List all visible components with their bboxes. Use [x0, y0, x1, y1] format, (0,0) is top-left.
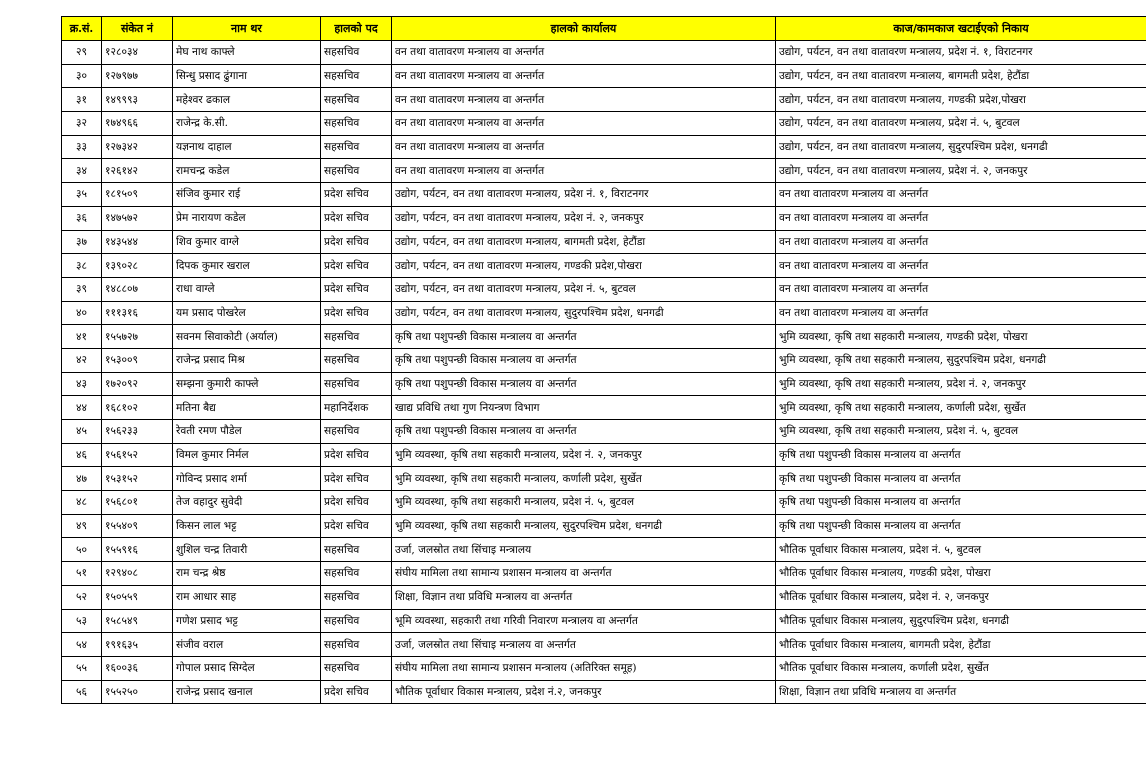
code-cell: १५३१५२ — [102, 467, 173, 491]
post-cell: सहसचिव — [321, 112, 392, 136]
assigned-cell: कृषि तथा पशुपन्छी विकास मन्त्रालय वा अन्तर्गत — [776, 491, 1146, 515]
name-cell: रेवती रमण पौडेल — [173, 420, 321, 444]
office-cell: भूमि व्यवस्था, सहकारी तथा गरिवी निवारण मन्त्रालय वा अन्तर्गत — [392, 609, 776, 633]
post-cell: सहसचिव — [321, 41, 392, 65]
header-assigned: काज/कामकाज खटाईएको निकाय — [776, 17, 1146, 41]
name-cell: प्रेम नारायण कडेल — [173, 206, 321, 230]
table-row — [62, 538, 1146, 562]
assigned-cell: शिक्षा, विज्ञान तथा प्रविधि मन्त्रालय वा अन्तर्गत — [776, 680, 1146, 704]
name-cell: महेश्वर ढकाल — [173, 88, 321, 112]
code-cell: १४८८०७ — [102, 277, 173, 301]
code-cell: १३९०२८ — [102, 254, 173, 278]
serial-cell: ४९ — [62, 514, 102, 538]
serial-cell: ४१ — [62, 325, 102, 349]
serial-cell: ५५ — [62, 656, 102, 680]
table-row — [62, 372, 1146, 396]
post-cell: सहसचिव — [321, 538, 392, 562]
name-cell: गोविन्द प्रसाद शर्मा — [173, 467, 321, 491]
post-cell: प्रदेश सचिव — [321, 443, 392, 467]
assigned-cell: भौतिक पूर्वाधार विकास मन्त्रालय, सुदुरपश्चिम प्रदेश, धनगढी — [776, 609, 1146, 633]
table-row — [62, 159, 1146, 183]
table-row — [62, 301, 1146, 325]
code-cell: १५६१५२ — [102, 443, 173, 467]
name-cell: संजीव वराल — [173, 633, 321, 657]
table-row — [62, 467, 1146, 491]
office-cell: कृषि तथा पशुपन्छी विकास मन्त्रालय वा अन्तर्गत — [392, 372, 776, 396]
post-cell: प्रदेश सचिव — [321, 514, 392, 538]
name-cell: राधा वाग्ले — [173, 277, 321, 301]
assigned-cell: उद्योग, पर्यटन, वन तथा वातावरण मन्त्रालय, गण्डकी प्रदेश,पोखरा — [776, 88, 1146, 112]
table-row — [62, 183, 1146, 207]
code-cell: १५०५५९ — [102, 585, 173, 609]
assigned-cell: उद्योग, पर्यटन, वन तथा वातावरण मन्त्रालय, बागमती प्रदेश, हेटौंडा — [776, 64, 1146, 88]
name-cell: तेज वहादुर सुवेदी — [173, 491, 321, 515]
name-cell: गोपाल प्रसाद सिग्देल — [173, 656, 321, 680]
code-cell: १८१५०९ — [102, 183, 173, 207]
post-cell: सहसचिव — [321, 420, 392, 444]
serial-cell: ४३ — [62, 372, 102, 396]
office-cell: खाद्य प्रविधि तथा गुण नियन्त्रण विभाग — [392, 396, 776, 420]
post-cell: सहसचिव — [321, 159, 392, 183]
serial-cell: ४० — [62, 301, 102, 325]
code-cell: १५८५४९ — [102, 609, 173, 633]
office-cell: उद्योग, पर्यटन, वन तथा वातावरण मन्त्रालय, बागमती प्रदेश, हेटौंडा — [392, 230, 776, 254]
code-cell: १२६१४२ — [102, 159, 173, 183]
table-row — [62, 112, 1146, 136]
post-cell: प्रदेश सचिव — [321, 301, 392, 325]
office-cell: भुमि व्यवस्था, कृषि तथा सहकारी मन्त्रालय, प्रदेश नं. ५, बुटवल — [392, 491, 776, 515]
code-cell: १४७५७२ — [102, 206, 173, 230]
post-cell: सहसचिव — [321, 633, 392, 657]
office-cell: वन तथा वातावरण मन्त्रालय वा अन्तर्गत — [392, 64, 776, 88]
office-cell: वन तथा वातावरण मन्त्रालय वा अन्तर्गत — [392, 159, 776, 183]
assigned-cell: उद्योग, पर्यटन, वन तथा वातावरण मन्त्रालय, प्रदेश नं. ५, बुटवल — [776, 112, 1146, 136]
serial-cell: ३१ — [62, 88, 102, 112]
transfer-table-container — [61, 16, 1146, 704]
post-cell: सहसचिव — [321, 609, 392, 633]
code-cell: १७४९६६ — [102, 112, 173, 136]
code-cell: १२७३४२ — [102, 135, 173, 159]
assigned-cell: वन तथा वातावरण मन्त्रालय वा अन्तर्गत — [776, 206, 1146, 230]
post-cell: सहसचिव — [321, 325, 392, 349]
post-cell: सहसचिव — [321, 656, 392, 680]
assigned-cell: उद्योग, पर्यटन, वन तथा वातावरण मन्त्रालय, प्रदेश नं. २, जनकपुर — [776, 159, 1146, 183]
assigned-cell: भौतिक पूर्वाधार विकास मन्त्रालय, प्रदेश नं. २, जनकपुर — [776, 585, 1146, 609]
header-name: नाम थर — [173, 17, 321, 41]
table-row — [62, 88, 1146, 112]
post-cell: प्रदेश सचिव — [321, 183, 392, 207]
serial-cell: ३७ — [62, 230, 102, 254]
office-cell: वन तथा वातावरण मन्त्रालय वा अन्तर्गत — [392, 88, 776, 112]
name-cell: गणेश प्रसाद भट्ट — [173, 609, 321, 633]
name-cell: संजिव कुमार राई — [173, 183, 321, 207]
code-cell: १५६८०१ — [102, 491, 173, 515]
serial-cell: ५३ — [62, 609, 102, 633]
name-cell: यज्ञनाथ दाहाल — [173, 135, 321, 159]
office-cell: कृषि तथा पशुपन्छी विकास मन्त्रालय वा अन्तर्गत — [392, 420, 776, 444]
assigned-cell: कृषि तथा पशुपन्छी विकास मन्त्रालय वा अन्तर्गत — [776, 467, 1146, 491]
assigned-cell: वन तथा वातावरण मन्त्रालय वा अन्तर्गत — [776, 183, 1146, 207]
serial-cell: ४२ — [62, 348, 102, 372]
assigned-cell: कृषि तथा पशुपन्छी विकास मन्त्रालय वा अन्तर्गत — [776, 514, 1146, 538]
name-cell: सम्झना कुमारी काफ्ले — [173, 372, 321, 396]
office-cell: भौतिक पूर्वाधार विकास मन्त्रालय, प्रदेश नं.२, जनकपुर — [392, 680, 776, 704]
office-cell: शिक्षा, विज्ञान तथा प्रविधि मन्त्रालय वा अन्तर्गत — [392, 585, 776, 609]
office-cell: कृषि तथा पशुपन्छी विकास मन्त्रालय वा अन्तर्गत — [392, 348, 776, 372]
table-row — [62, 420, 1146, 444]
code-cell: १६८१०२ — [102, 396, 173, 420]
assigned-cell: वन तथा वातावरण मन्त्रालय वा अन्तर्गत — [776, 277, 1146, 301]
code-cell: १४९९९३ — [102, 88, 173, 112]
code-cell: १४३५४४ — [102, 230, 173, 254]
post-cell: सहसचिव — [321, 88, 392, 112]
post-cell: सहसचिव — [321, 562, 392, 586]
office-cell: वन तथा वातावरण मन्त्रालय वा अन्तर्गत — [392, 112, 776, 136]
serial-cell: ५१ — [62, 562, 102, 586]
serial-cell: ३४ — [62, 159, 102, 183]
table-row — [62, 135, 1146, 159]
table-row — [62, 348, 1146, 372]
serial-cell: ३५ — [62, 183, 102, 207]
post-cell: प्रदेश सचिव — [321, 491, 392, 515]
assigned-cell: भुमि व्यवस्था, कृषि तथा सहकारी मन्त्रालय, प्रदेश नं. २, जनकपुर — [776, 372, 1146, 396]
office-cell: संघीय मामिला तथा सामान्य प्रशासन मन्त्रालय (अतिरिक्त समूह) — [392, 656, 776, 680]
serial-cell: ३९ — [62, 277, 102, 301]
assigned-cell: भौतिक पूर्वाधार विकास मन्त्रालय, प्रदेश नं. ५, बुटवल — [776, 538, 1146, 562]
code-cell: १११३१६ — [102, 301, 173, 325]
name-cell: शिव कुमार वाग्ले — [173, 230, 321, 254]
table-row — [62, 633, 1146, 657]
office-cell: उर्जा, जलस्रोत तथा सिंचाइ मन्त्रालय वा अन्तर्गत — [392, 633, 776, 657]
post-cell: सहसचिव — [321, 64, 392, 88]
table-row — [62, 41, 1146, 65]
header-code: संकेत नं — [102, 17, 173, 41]
name-cell: दिपक कुमार खराल — [173, 254, 321, 278]
name-cell: यम प्रसाद पोखरेल — [173, 301, 321, 325]
table-row — [62, 396, 1146, 420]
code-cell: १५३००९ — [102, 348, 173, 372]
name-cell: राम चन्द्र श्रेष्ठ — [173, 562, 321, 586]
table-row — [62, 206, 1146, 230]
header-post: हालको पद — [321, 17, 392, 41]
serial-cell: ५६ — [62, 680, 102, 704]
post-cell: प्रदेश सचिव — [321, 254, 392, 278]
code-cell: १२८०३४ — [102, 41, 173, 65]
table-row — [62, 585, 1146, 609]
name-cell: किसन लाल भट्ट — [173, 514, 321, 538]
post-cell: सहसचिव — [321, 348, 392, 372]
name-cell: सवनम सिवाकोटी (अर्याल) — [173, 325, 321, 349]
post-cell: सहसचिव — [321, 585, 392, 609]
serial-cell: ४५ — [62, 420, 102, 444]
table-row — [62, 325, 1146, 349]
assigned-cell: वन तथा वातावरण मन्त्रालय वा अन्तर्गत — [776, 230, 1146, 254]
serial-cell: ४७ — [62, 467, 102, 491]
table-row — [62, 64, 1146, 88]
name-cell: राजेन्द्र प्रसाद मिश्र — [173, 348, 321, 372]
code-cell: १६००३६ — [102, 656, 173, 680]
table-row — [62, 514, 1146, 538]
post-cell: प्रदेश सचिव — [321, 230, 392, 254]
serial-cell: ३२ — [62, 112, 102, 136]
serial-cell: ३८ — [62, 254, 102, 278]
office-cell: उद्योग, पर्यटन, वन तथा वातावरण मन्त्रालय, सुदुरपश्चिम प्रदेश, धनगढी — [392, 301, 776, 325]
header-serial: क्र.सं. — [62, 17, 102, 41]
code-cell: १५५७२७ — [102, 325, 173, 349]
office-cell: वन तथा वातावरण मन्त्रालय वा अन्तर्गत — [392, 41, 776, 65]
office-cell: कृषि तथा पशुपन्छी विकास मन्त्रालय वा अन्तर्गत — [392, 325, 776, 349]
post-cell: सहसचिव — [321, 135, 392, 159]
table-row — [62, 443, 1146, 467]
office-cell: उद्योग, पर्यटन, वन तथा वातावरण मन्त्रालय, प्रदेश नं. १, विराटनगर — [392, 183, 776, 207]
assigned-cell: उद्योग, पर्यटन, वन तथा वातावरण मन्त्रालय, सुदुरपश्चिम प्रदेश, धनगढी — [776, 135, 1146, 159]
table-row — [62, 254, 1146, 278]
assigned-cell: भुमि व्यवस्था, कृषि तथा सहकारी मन्त्रालय, गण्डकी प्रदेश, पोखरा — [776, 325, 1146, 349]
serial-cell: २९ — [62, 41, 102, 65]
assigned-cell: भौतिक पूर्वाधार विकास मन्त्रालय, बागमती प्रदेश, हेटौंडा — [776, 633, 1146, 657]
post-cell: महानिर्देशक — [321, 396, 392, 420]
table-row — [62, 491, 1146, 515]
table-row — [62, 230, 1146, 254]
name-cell: राम आधार साह — [173, 585, 321, 609]
office-cell: संघीय मामिला तथा सामान्य प्रशासन मन्त्रालय वा अन्तर्गत — [392, 562, 776, 586]
name-cell: विमल कुमार निर्मल — [173, 443, 321, 467]
code-cell: १७२०९२ — [102, 372, 173, 396]
assigned-cell: भुमि व्यवस्था, कृषि तथा सहकारी मन्त्रालय, सुदुरपश्चिम प्रदेश, धनगढी — [776, 348, 1146, 372]
office-cell: उद्योग, पर्यटन, वन तथा वातावरण मन्त्रालय, प्रदेश नं. ५, बुटवल — [392, 277, 776, 301]
code-cell: १५५९१६ — [102, 538, 173, 562]
office-cell: वन तथा वातावरण मन्त्रालय वा अन्तर्गत — [392, 135, 776, 159]
serial-cell: ४६ — [62, 443, 102, 467]
serial-cell: ५२ — [62, 585, 102, 609]
assigned-cell: कृषि तथा पशुपन्छी विकास मन्त्रालय वा अन्तर्गत — [776, 443, 1146, 467]
serial-cell: ५४ — [62, 633, 102, 657]
serial-cell: ५० — [62, 538, 102, 562]
table-header-row — [62, 17, 1146, 41]
name-cell: मेघ नाथ काफ्ले — [173, 41, 321, 65]
code-cell: १९१६३५ — [102, 633, 173, 657]
post-cell: सहसचिव — [321, 372, 392, 396]
code-cell: १२७९७७ — [102, 64, 173, 88]
name-cell: राजेन्द्र के.सी. — [173, 112, 321, 136]
office-cell: भुमि व्यवस्था, कृषि तथा सहकारी मन्त्रालय, प्रदेश नं. २, जनकपुर — [392, 443, 776, 467]
name-cell: सिन्धु प्रसाद ढुंगाना — [173, 64, 321, 88]
assigned-cell: भौतिक पूर्वाधार विकास मन्त्रालय, गण्डकी प्रदेश, पोखरा — [776, 562, 1146, 586]
assigned-cell: भुमि व्यवस्था, कृषि तथा सहकारी मन्त्रालय, कर्णाली प्रदेश, सुर्खेत — [776, 396, 1146, 420]
table-row — [62, 562, 1146, 586]
office-cell: भुमि व्यवस्था, कृषि तथा सहकारी मन्त्रालय, सुदुरपश्चिम प्रदेश, धनगढी — [392, 514, 776, 538]
table-row — [62, 680, 1146, 704]
post-cell: प्रदेश सचिव — [321, 277, 392, 301]
table-row — [62, 277, 1146, 301]
office-cell: उर्जा, जलस्रोत तथा सिंचाइ मन्त्रालय — [392, 538, 776, 562]
header-office: हालको कार्यालय — [392, 17, 776, 41]
post-cell: प्रदेश सचिव — [321, 467, 392, 491]
code-cell: १५५२५० — [102, 680, 173, 704]
transfer-table — [61, 16, 1146, 704]
post-cell: प्रदेश सचिव — [321, 206, 392, 230]
serial-cell: ३३ — [62, 135, 102, 159]
office-cell: उद्योग, पर्यटन, वन तथा वातावरण मन्त्रालय, गण्डकी प्रदेश,पोखरा — [392, 254, 776, 278]
serial-cell: ४४ — [62, 396, 102, 420]
serial-cell: ३६ — [62, 206, 102, 230]
post-cell: प्रदेश सचिव — [321, 680, 392, 704]
code-cell: १२९४०८ — [102, 562, 173, 586]
office-cell: भुमि व्यवस्था, कृषि तथा सहकारी मन्त्रालय, कर्णाली प्रदेश, सुर्खेत — [392, 467, 776, 491]
serial-cell: ४८ — [62, 491, 102, 515]
serial-cell: ३० — [62, 64, 102, 88]
assigned-cell: भुमि व्यवस्था, कृषि तथा सहकारी मन्त्रालय, प्रदेश नं. ५, बुटवल — [776, 420, 1146, 444]
assigned-cell: भौतिक पूर्वाधार विकास मन्त्रालय, कर्णाली प्रदेश, सुर्खेत — [776, 656, 1146, 680]
code-cell: १५५४०९ — [102, 514, 173, 538]
office-cell: उद्योग, पर्यटन, वन तथा वातावरण मन्त्रालय, प्रदेश नं. २, जनकपुर — [392, 206, 776, 230]
name-cell: शुशिल चन्द्र तिवारी — [173, 538, 321, 562]
table-row — [62, 609, 1146, 633]
name-cell: मतिना बैद्य — [173, 396, 321, 420]
name-cell: राजेन्द्र प्रसाद खनाल — [173, 680, 321, 704]
code-cell: १५६२३३ — [102, 420, 173, 444]
assigned-cell: उद्योग, पर्यटन, वन तथा वातावरण मन्त्रालय, प्रदेश नं. १, विराटनगर — [776, 41, 1146, 65]
assigned-cell: वन तथा वातावरण मन्त्रालय वा अन्तर्गत — [776, 254, 1146, 278]
table-row — [62, 656, 1146, 680]
assigned-cell: वन तथा वातावरण मन्त्रालय वा अन्तर्गत — [776, 301, 1146, 325]
name-cell: रामचन्द्र कडेल — [173, 159, 321, 183]
